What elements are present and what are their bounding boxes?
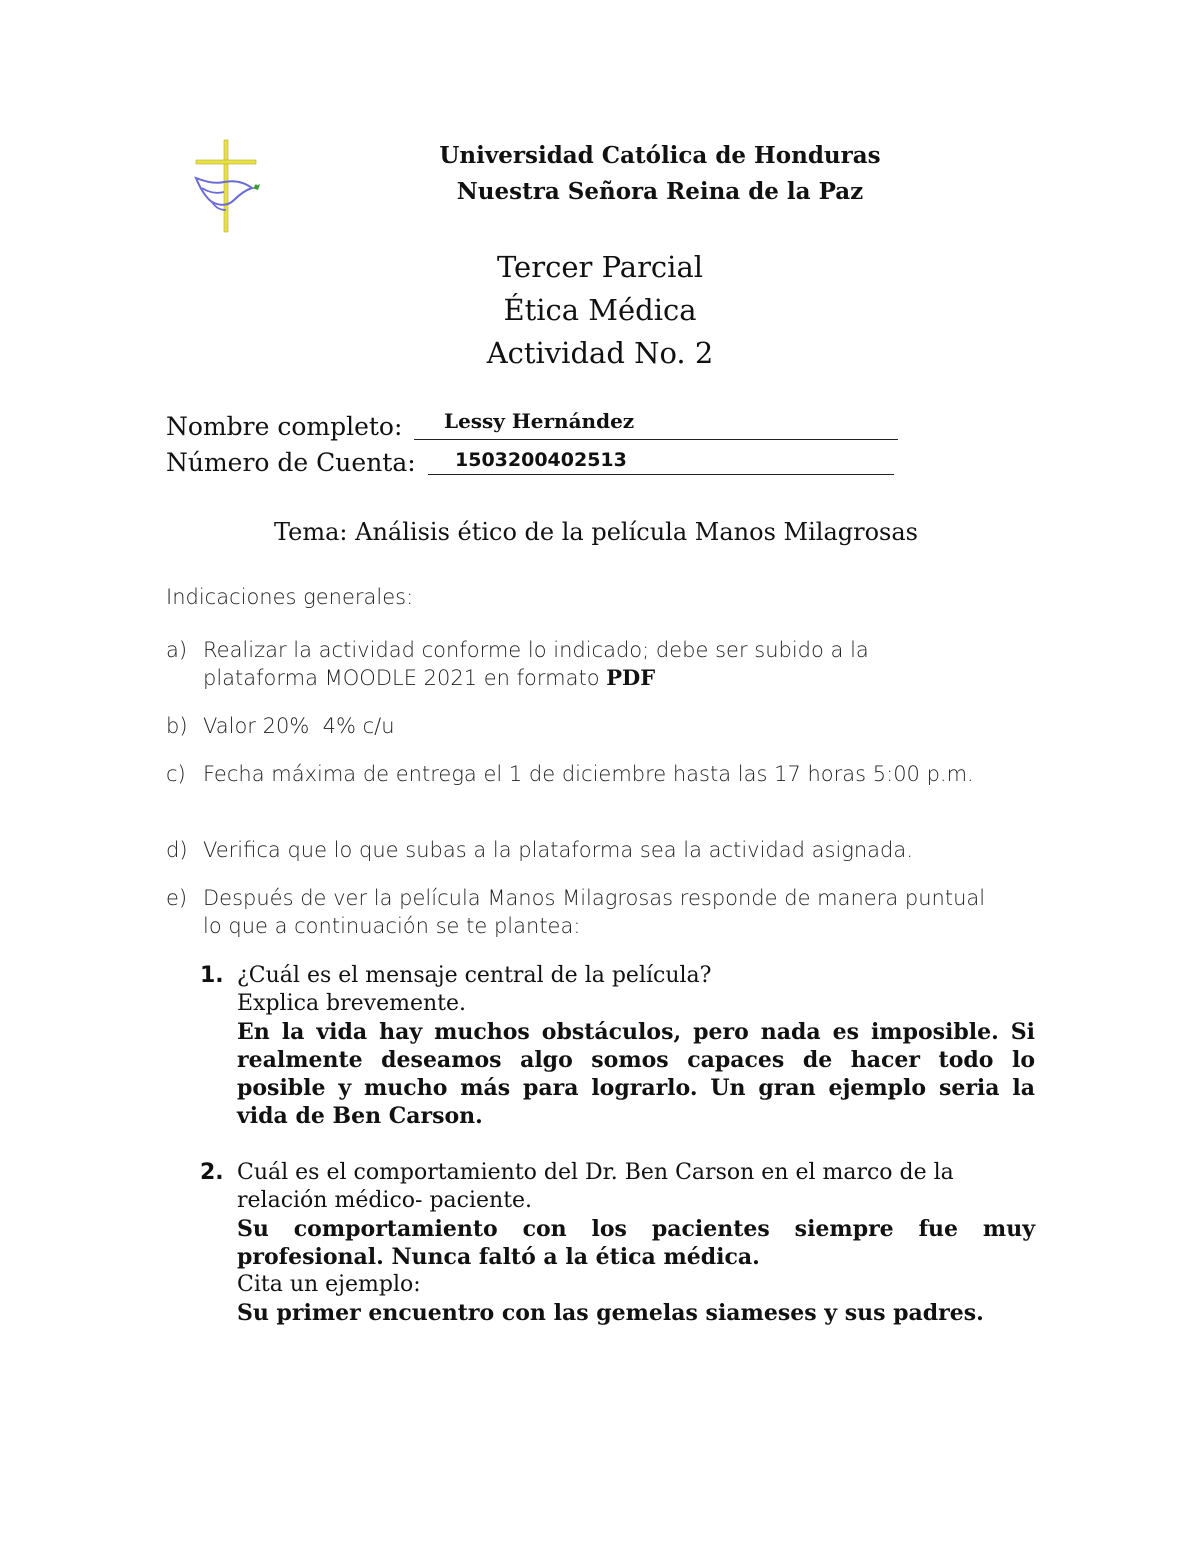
activity-title: Actividad No. 2 <box>486 336 714 370</box>
instruction-item <box>166 760 986 816</box>
university-logo <box>190 138 268 236</box>
question-number: 1. <box>200 963 224 988</box>
account-label: Número de Cuenta: <box>166 448 416 477</box>
instruction-item <box>166 712 986 740</box>
topic: Tema: Análisis ético de la película Manos Milagrosas <box>274 518 918 546</box>
account-value: 1503200402513 <box>455 449 627 471</box>
answer-text: Su comportamiento con los pacientes siempre fue muy profesional. Nunca faltó a la ética médica. <box>237 1216 1035 1270</box>
answer-text: En la vida hay muchos obstáculos, pero nada es imposible. Si realmente deseamos algo somos capaces de hacer todo lo posible y mucho más para lograrlo. Un gran ejemplo seria la vida de Ben Carson. <box>237 1019 1035 1129</box>
question-prompt: Cita un ejemplo: <box>237 1272 421 1297</box>
question-prompt: Explica brevemente. <box>237 991 467 1016</box>
course-title: Ética Médica <box>503 293 697 327</box>
campus-name: Nuestra Señora Reina de la Paz <box>456 178 864 205</box>
instruction-item <box>166 836 986 864</box>
name-line <box>414 439 898 440</box>
question-text: Cuál es el comportamiento del Dr. Ben Carson en el marco de la relación médico- paciente. <box>237 1160 954 1213</box>
account-line <box>428 474 894 475</box>
instruction-text: Fecha máxima de entrega el 1 de diciembre hasta las 17 horas 5:00 p.m. <box>203 762 974 786</box>
instruction-marker: d) <box>166 838 188 862</box>
instruction-item <box>166 636 986 692</box>
exam-title: Tercer Parcial <box>496 250 704 284</box>
instruction-marker: c) <box>166 762 186 786</box>
question-2 <box>200 1159 1035 1339</box>
instruction-item <box>166 884 986 940</box>
name-label: Nombre completo: <box>166 412 403 441</box>
instructions-heading: Indicaciones generales: <box>166 585 414 609</box>
instruction-marker: b) <box>166 714 188 738</box>
instruction-text: Realizar la actividad conforme lo indicado; debe ser subido a la plataforma MOODLE 2021 en formato <box>203 638 869 690</box>
question-text: ¿Cuál es el mensaje central de la película? <box>237 963 712 988</box>
instruction-marker: e) <box>166 886 188 910</box>
question-1 <box>200 962 1035 1132</box>
university-name: Universidad Católica de Honduras <box>439 142 881 169</box>
instruction-marker: a) <box>166 638 188 662</box>
cross-dove-icon <box>190 138 268 236</box>
instruction-text: Valor 20% 4% c/u <box>203 714 395 738</box>
question-number: 2. <box>200 1160 224 1185</box>
instruction-text: Después de ver la película Manos Milagrosas responde de manera puntual lo que a continuación se te plantea: <box>203 886 986 938</box>
format-pdf: PDF <box>606 665 656 690</box>
instruction-text: Verifica que lo que subas a la plataforma sea la actividad asignada. <box>203 838 913 862</box>
example-text: Su primer encuentro con las gemelas siameses y sus padres. <box>237 1300 984 1326</box>
name-value: Lessy Hernández <box>444 409 635 433</box>
